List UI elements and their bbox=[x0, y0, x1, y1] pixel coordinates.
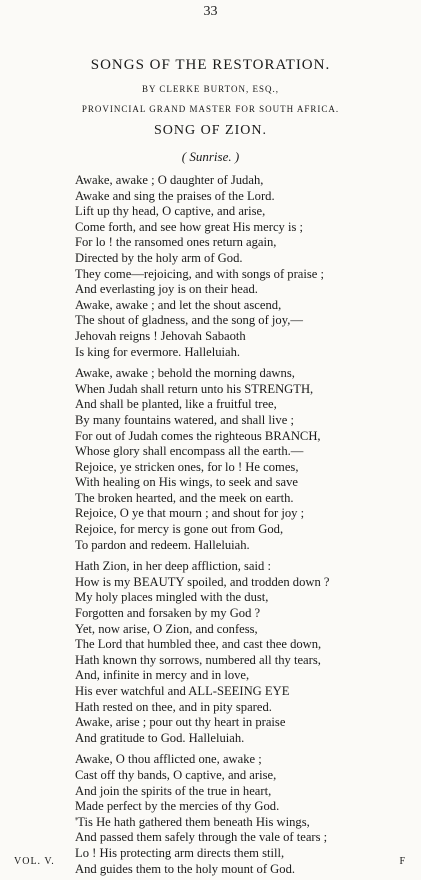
poem-line: Lo ! His protecting arm directs them still, bbox=[75, 845, 285, 860]
poem-line: Rejoice, ye stricken ones, for lo ! He comes, bbox=[75, 459, 299, 474]
poem-line: The Lord that humbled thee, and cast thee down, bbox=[75, 637, 322, 652]
poem-line: 'Tis He hath gathered them beneath His wings, bbox=[75, 814, 310, 829]
poem-line: And everlasting joy is on their head. bbox=[75, 282, 258, 297]
poem-line: Jehovah reigns ! Jehovah Sabaoth bbox=[75, 328, 246, 343]
author-office: PROVINCIAL GRAND MASTER FOR SOUTH AFRICA. bbox=[81, 104, 340, 114]
poem-line: Forgotten and forsaken by my God ? bbox=[75, 606, 261, 621]
poem-line: They come—rejoicing, and with songs of praise ; bbox=[75, 266, 325, 281]
signature-mark: F bbox=[399, 856, 405, 867]
poem-line: Awake, awake ; O daughter of Judah, bbox=[75, 173, 264, 187]
poem-line: Hath known thy sorrows, numbered all thy tears, bbox=[75, 652, 321, 667]
poem-line: And, infinite in mercy and in love, bbox=[75, 668, 250, 683]
volume-label: VOL. V. bbox=[14, 856, 55, 867]
poem-line: Awake and sing the praises of the Lord. bbox=[75, 188, 275, 203]
poem-line: His ever watchful and ALL-SEEING EYE bbox=[75, 684, 290, 698]
author-byline: BY CLERKE BURTON, ESQ., bbox=[142, 84, 279, 94]
song-subtitle: ( Sunrise. ) bbox=[181, 149, 240, 164]
stanza bbox=[75, 752, 415, 877]
poem-line: Whose glory shall encompass all the earth.— bbox=[75, 444, 304, 459]
poem-line: Made perfect by the mercies of thy God. bbox=[75, 799, 280, 814]
poem-line: And guides them to the holy mount of God. bbox=[75, 861, 296, 876]
page-number: 33 bbox=[203, 4, 218, 19]
poem-line: Awake, awake ; behold the morning dawns, bbox=[75, 366, 295, 381]
poem-line: When Judah shall return unto his STRENGTH, bbox=[75, 381, 314, 396]
poem-line: Is king for evermore. Halleluiah. bbox=[75, 344, 241, 359]
section-title: SONGS OF THE RESTORATION. bbox=[90, 57, 331, 73]
poem-line: And passed them safely through the vale of tears ; bbox=[75, 830, 328, 845]
poem-line: Yet, now arise, O Zion, and confess, bbox=[75, 621, 258, 636]
poem-line: Rejoice, for mercy is gone out from God, bbox=[75, 522, 284, 537]
poem-line: The shout of gladness, and the song of joy,— bbox=[75, 313, 303, 328]
poem-line: My holy places mingled with the dust, bbox=[75, 590, 269, 605]
stanza bbox=[75, 559, 415, 746]
poem-line: Hath Zion, in her deep affliction, said : bbox=[75, 559, 271, 574]
stanza bbox=[75, 173, 415, 360]
poem-line: Hath rested on thee, and in pity spared. bbox=[75, 699, 272, 714]
song-title: SONG OF ZION. bbox=[154, 123, 267, 138]
poem-line: Directed by the holy arm of God. bbox=[75, 250, 243, 265]
poem-line: To pardon and redeem. Halleluiah. bbox=[75, 537, 250, 552]
poem-line: The broken hearted, and the meek on earth. bbox=[75, 490, 294, 505]
poem-line: How is my BEAUTY spoiled, and trodden down ? bbox=[75, 574, 330, 589]
poem-line: Awake, arise ; pour out thy heart in praise bbox=[75, 715, 286, 730]
poem-line: And shall be planted, like a fruitful tree, bbox=[75, 397, 277, 412]
poem-line: With healing on His wings, to seek and save bbox=[75, 475, 298, 490]
poem-line: For out of Judah comes the righteous BRANCH, bbox=[75, 428, 321, 443]
poem-body bbox=[75, 173, 415, 877]
poem-line: And join the spirits of the true in heart, bbox=[75, 783, 272, 798]
poem-line: Rejoice, O ye that mourn ; and shout for joy ; bbox=[75, 506, 305, 521]
poem-line: By many fountains watered, and shall live ; bbox=[75, 412, 294, 427]
poem-line: Awake, awake ; and let the shout ascend, bbox=[75, 297, 282, 312]
poem-line: Come forth, and see how great His mercy is ; bbox=[75, 219, 304, 234]
poem-line: For lo ! the ransomed ones return again, bbox=[75, 235, 277, 250]
poem-line: And gratitude to God. Halleluiah. bbox=[75, 730, 245, 745]
stanza bbox=[75, 366, 415, 553]
poem-line: Awake, O thou afflicted one, awake ; bbox=[75, 752, 262, 767]
poem-line: Lift up thy head, O captive, and arise, bbox=[75, 204, 266, 219]
poem-line: Cast off thy bands, O captive, and arise, bbox=[75, 767, 277, 782]
